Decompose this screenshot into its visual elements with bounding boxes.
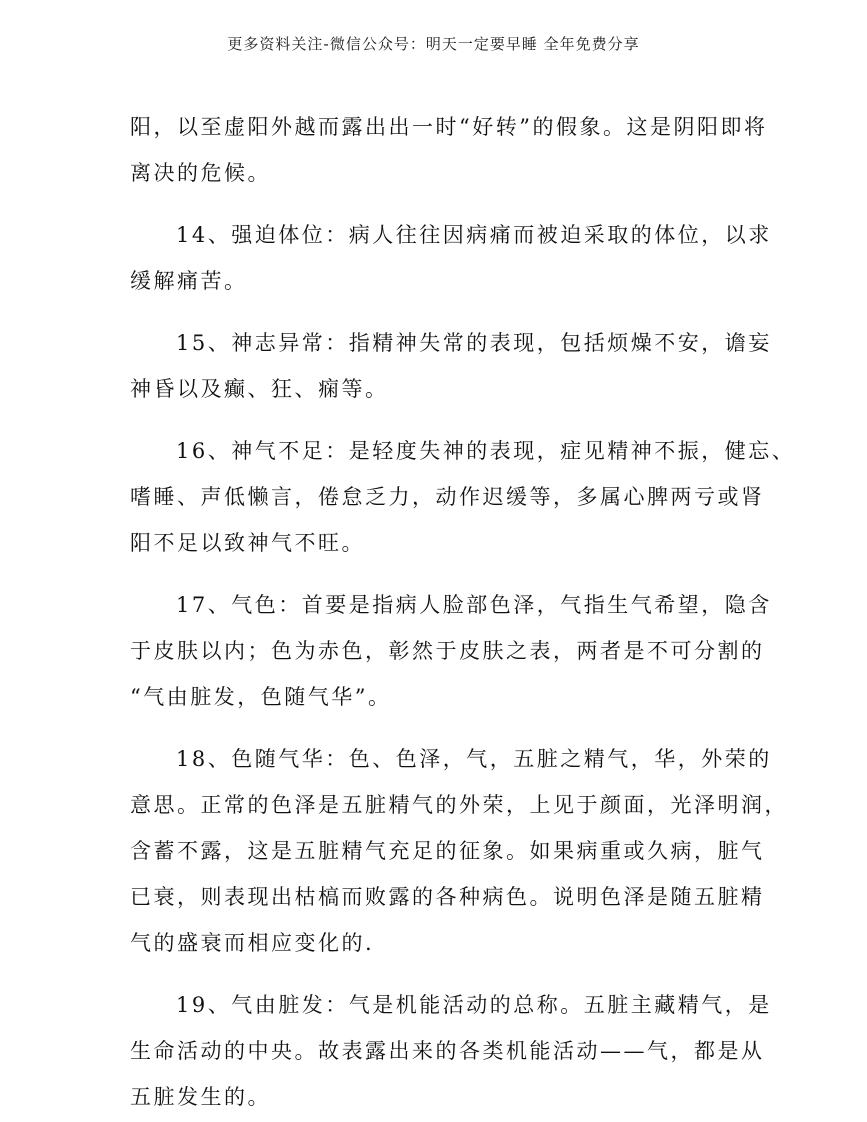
text-line: 意思。正常的色泽是五脏精气的外荣，上见于颜面，光泽明润， — [130, 793, 788, 817]
text-line: 19、气由脏发：气是机能活动的总称。五脏主藏精气，是 — [176, 993, 772, 1017]
paragraph-continuation — [130, 104, 768, 196]
text-line: 阳不足以致神气不旺。 — [130, 531, 365, 555]
text-line: 嗜睡、声低懒言，倦怠乏力，动作迟缓等，多属心脾两亏或肾 — [130, 485, 765, 509]
text-line: 18、色随气华：色、色泽，气，五脏之精气，华，外荣的 — [176, 747, 772, 771]
paragraph-item-16 — [130, 428, 796, 566]
paragraph-item-19 — [130, 982, 772, 1120]
paragraph-item-18 — [130, 736, 788, 966]
text-line: 14、强迫体位：病人往往因病痛而被迫采取的体位，以求 — [176, 223, 772, 247]
text-line: 五脏发生的。 — [130, 1085, 271, 1109]
text-line: 已衰，则表现出枯槁而败露的各种病色。说明色泽是随五脏精 — [130, 885, 765, 909]
text-line: 17、气色：首要是指病人脸部色泽，气指生气希望，隐含 — [176, 593, 772, 617]
text-line: 离决的危候。 — [130, 161, 271, 185]
paragraph-item-15 — [130, 320, 772, 412]
text-line: 15、神志异常：指精神失常的表现，包括烦燥不安，谵妄 — [176, 331, 772, 355]
text-line: 16、神气不足：是轻度失神的表现，症见精神不振，健忘、 — [176, 439, 796, 463]
text-line: 气的盛衰而相应变化的. — [130, 931, 375, 955]
text-line: 缓解痛苦。 — [130, 269, 248, 293]
text-line: “气由脏发，色随气华”。 — [130, 685, 392, 709]
paragraph-item-17 — [130, 582, 772, 720]
text-line: 神昏以及癫、狂、痫等。 — [130, 377, 389, 401]
page-header: 更多资料关注-微信公众号：明天一定要早睡 全年免费分享 — [227, 35, 640, 53]
text-line: 生命活动的中央。故表露出来的各类机能活动——气，都是从 — [130, 1039, 765, 1063]
text-line: 于皮肤以内；色为赤色，彰然于皮肤之表，两者是不可分割的 — [130, 639, 765, 663]
text-line: 阳，以至虚阳外越而露出出一时“好转”的假象。这是阴阳即将 — [130, 115, 768, 139]
document-body — [130, 104, 796, 1120]
paragraph-item-14 — [130, 212, 772, 304]
text-line: 含蓄不露，这是五脏精气充足的征象。如果病重或久病，脏气 — [130, 839, 765, 863]
